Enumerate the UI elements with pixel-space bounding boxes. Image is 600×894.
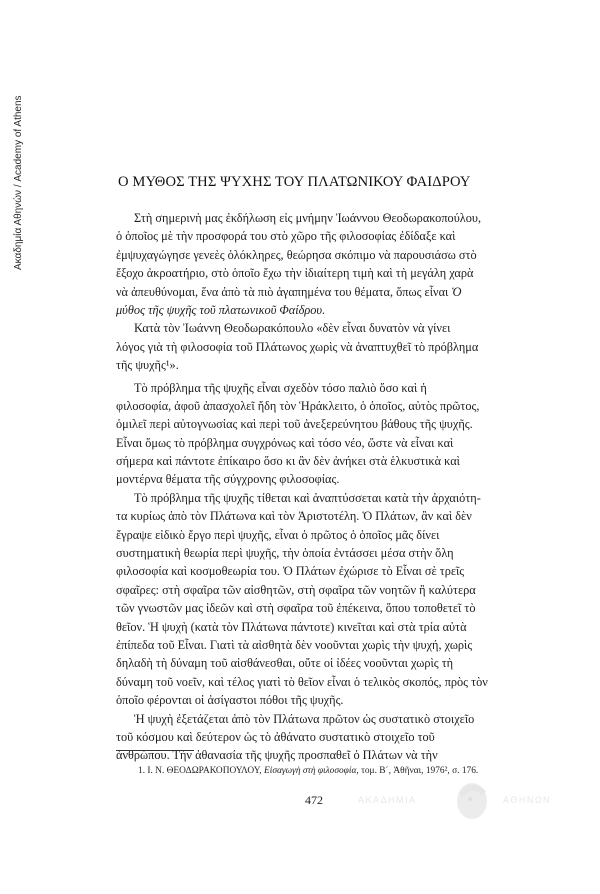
text-line: τῶν γνωστῶν μας ἰδεῶν καὶ στὴ σφαῖρα τοῦ ἐπέκεινα, ὅπου τοποθετεῖ τὸ <box>116 601 476 616</box>
text-line: ἐπίπεδα τοῦ Εἶναι. Γιατὶ τὰ αἰσθητὰ δὲν νοοῦνται χωρὶς τὴν ψυχή, χωρὶς <box>116 637 473 652</box>
text-line: θεῖον. Ἡ ψυχὴ (κατὰ τὸν Πλάτωνα πάντοτε) κινεῖται καὶ στὰ τρία αὐτὰ <box>116 619 467 634</box>
text-line <box>116 283 594 301</box>
text-line: ὁμιλεῖ περὶ αὐτογνωσίας καὶ περὶ τοῦ ἀνεξερεύνητου βάθους τῆς ψυχῆς. <box>116 417 473 432</box>
text-line: ἔξοχο ἀκροατήριο, στὸ ὁποῖο ἔχω τὴν ἰδιαίτερη τιμὴ καὶ τὴ μεγάλη χαρὰ <box>116 266 474 281</box>
text-line: δύναμη τοῦ νοεῖν, καὶ τέλος γιατὶ τὸ θεῖον εἶναι ὁ τελικὸς σκοπός, πρὸς τὸν <box>116 674 488 689</box>
footnote-divider <box>116 750 194 751</box>
page-number: 472 <box>305 793 323 807</box>
side-archive-label: Ακαδημία Αθηνών / Academy of Athens <box>13 95 24 270</box>
text-line-italic: μύθος τῆς ψυχῆς τοῦ πλατωνικοῦ Φαίδρου. <box>116 302 326 317</box>
text-line: ἐμψυχαγώγησε γενεὲς ὁλόκληρες, θεώρησα σκόπιμο νὰ παρουσιάσω στὸ <box>116 247 477 262</box>
footnote-prefix: 1. Ι. Ν. ΘΕΟΔΩΡΑΚΟΠΟΥΛΟΥ, <box>138 766 264 776</box>
text-line: ὁ ὁποῖος μὲ τὴν προσφορά του στὸ χῶρο τῆς φιλοσοφίας ἐδίδαξε καὶ <box>116 229 456 244</box>
text-line: ἀνθρώπου. Τὴν ἀθανασία τῆς ψυχῆς προσπαθεῖ ὁ Πλάτων νὰ τὴν <box>116 748 438 763</box>
text-line: Τὸ πρόβλημα τῆς ψυχῆς τίθεται καὶ ἀναπτύσσεται κατὰ τὴν ἀρχαιότη- <box>134 490 481 505</box>
watermark-text-left: ΑΚΑΔΗΜΙΑ <box>358 795 417 805</box>
text-line: τοῦ κόσμου καὶ δεύτερον ὡς τὸ ἀθάνατο συστατικὸ στοιχεῖο τοῦ <box>116 729 435 744</box>
text-line: σφαῖρες: στὴ σφαῖρα τῶν αἰσθητῶν, στὴ σφαῖρα τῶν νοητῶν ἢ καλύτερα <box>116 582 476 597</box>
text-line: τα κυρίως ἀπὸ τὸν Πλάτωνα καὶ τὸν Ἀριστοτέλη. Ὁ Πλάτων, ἂν καὶ δὲν <box>116 509 472 524</box>
text-line: σήμερα καὶ πάντοτε ἐπίκαιρο ὅσο κι ἂν δὲν ἀνήκει στὰ ἑλκυστικὰ καὶ <box>116 454 460 469</box>
text-line: συστηματικὴ θεωρία περὶ ψυχῆς, τὴν ὁποία ἐντάσσει μέσα στὴν ὅλη <box>116 546 454 561</box>
text-line: λόγος γιὰ τὴ φιλοσοφία τοῦ Πλάτωνος χωρὶς νὰ ἀναπτυχθεῖ τὸ πρόβλημα <box>116 339 479 354</box>
watermark-text-right: ΑΘΗΝΩΝ <box>503 795 552 805</box>
text-line: φιλοσοφία, ἀφοῦ ἀπασχολεῖ ἤδη τὸν Ἡράκλειτο, ὁ ὁποῖος, αὐτὸς πρῶτος, <box>116 398 480 413</box>
text-line: μοντέρνα θέματα τῆς σύγχρονης φιλοσοφίας. <box>116 472 340 487</box>
text-segment: νὰ ἀπευθύνομαι, ἕνα ἀπὸ τὰ πιὸ ἀγαπημένα του θέματα, ὅπως εἶναι <box>116 284 449 299</box>
footnote <box>138 766 478 776</box>
text-line: φιλοσοφία καὶ κοσμοθεωρία του. Ὁ Πλάτων ἐχώρισε τὸ Εἶναι σὲ τρεῖς <box>116 564 465 579</box>
body-text <box>116 209 594 765</box>
text-line: Τὸ πρόβλημα τῆς ψυχῆς εἶναι σχεδὸν τόσο παλιὸ ὅσο καὶ ἡ <box>134 380 427 395</box>
text-line: ὁποῖο φέρονται οἱ ἀσίγαστοι πόθοι τῆς ψυχῆς. <box>116 693 344 708</box>
text-line: Στὴ σημερινὴ μας ἐκδήλωση εἰς μνήμην Ἰωάννου Θεοδωρακοπούλου, <box>134 211 482 225</box>
italic-ho: Ὁ <box>451 284 462 299</box>
text-line: Εἶναι ὅμως τὸ πρόβλημα συγχρόνως καὶ τόσο νέο, ὥστε νὰ εἶναι καὶ <box>116 435 454 450</box>
text-line: τῆς ψυχῆς¹». <box>116 358 179 373</box>
text-line: Κατὰ τὸν Ἰωάννη Θεοδωρακόπουλο «δὲν εἶναι δυνατὸν νὰ γίνει <box>134 321 451 336</box>
text-line: δηλαδὴ τὴ δύναμη τοῦ αἰσθάνεσθαι, οὔτε οἱ ἰδέες νοοῦνται χωρὶς τὴ <box>116 656 454 671</box>
athena-head-icon <box>448 779 496 821</box>
footnote-book-title: Εἰσαγωγὴ στὴ φιλοσοφία <box>263 766 357 776</box>
text-line: ἔγραψε εἰδικὸ ἔργο περὶ ψυχῆς, εἶναι ὁ πρῶτος ὁ ὁποῖος μᾶς δίνει <box>116 527 440 542</box>
text-line: Ἡ ψυχὴ ἐξετάζεται ἀπὸ τὸν Πλάτωνα πρῶτον ὡς συστατικὸ στοιχεῖο <box>134 711 475 726</box>
academy-watermark <box>358 779 568 821</box>
page-title: Ο ΜΥΘΟΣ ΤΗΣ ΨΥΧΗΣ ΤΟΥ ΠΛΑΤΩΝΙΚΟΥ ΦΑΙΔΡΟΥ <box>118 174 471 190</box>
footnote-suffix: , τομ. Β΄, Ἀθῆναι, 1976², σ. 176. <box>356 766 479 776</box>
